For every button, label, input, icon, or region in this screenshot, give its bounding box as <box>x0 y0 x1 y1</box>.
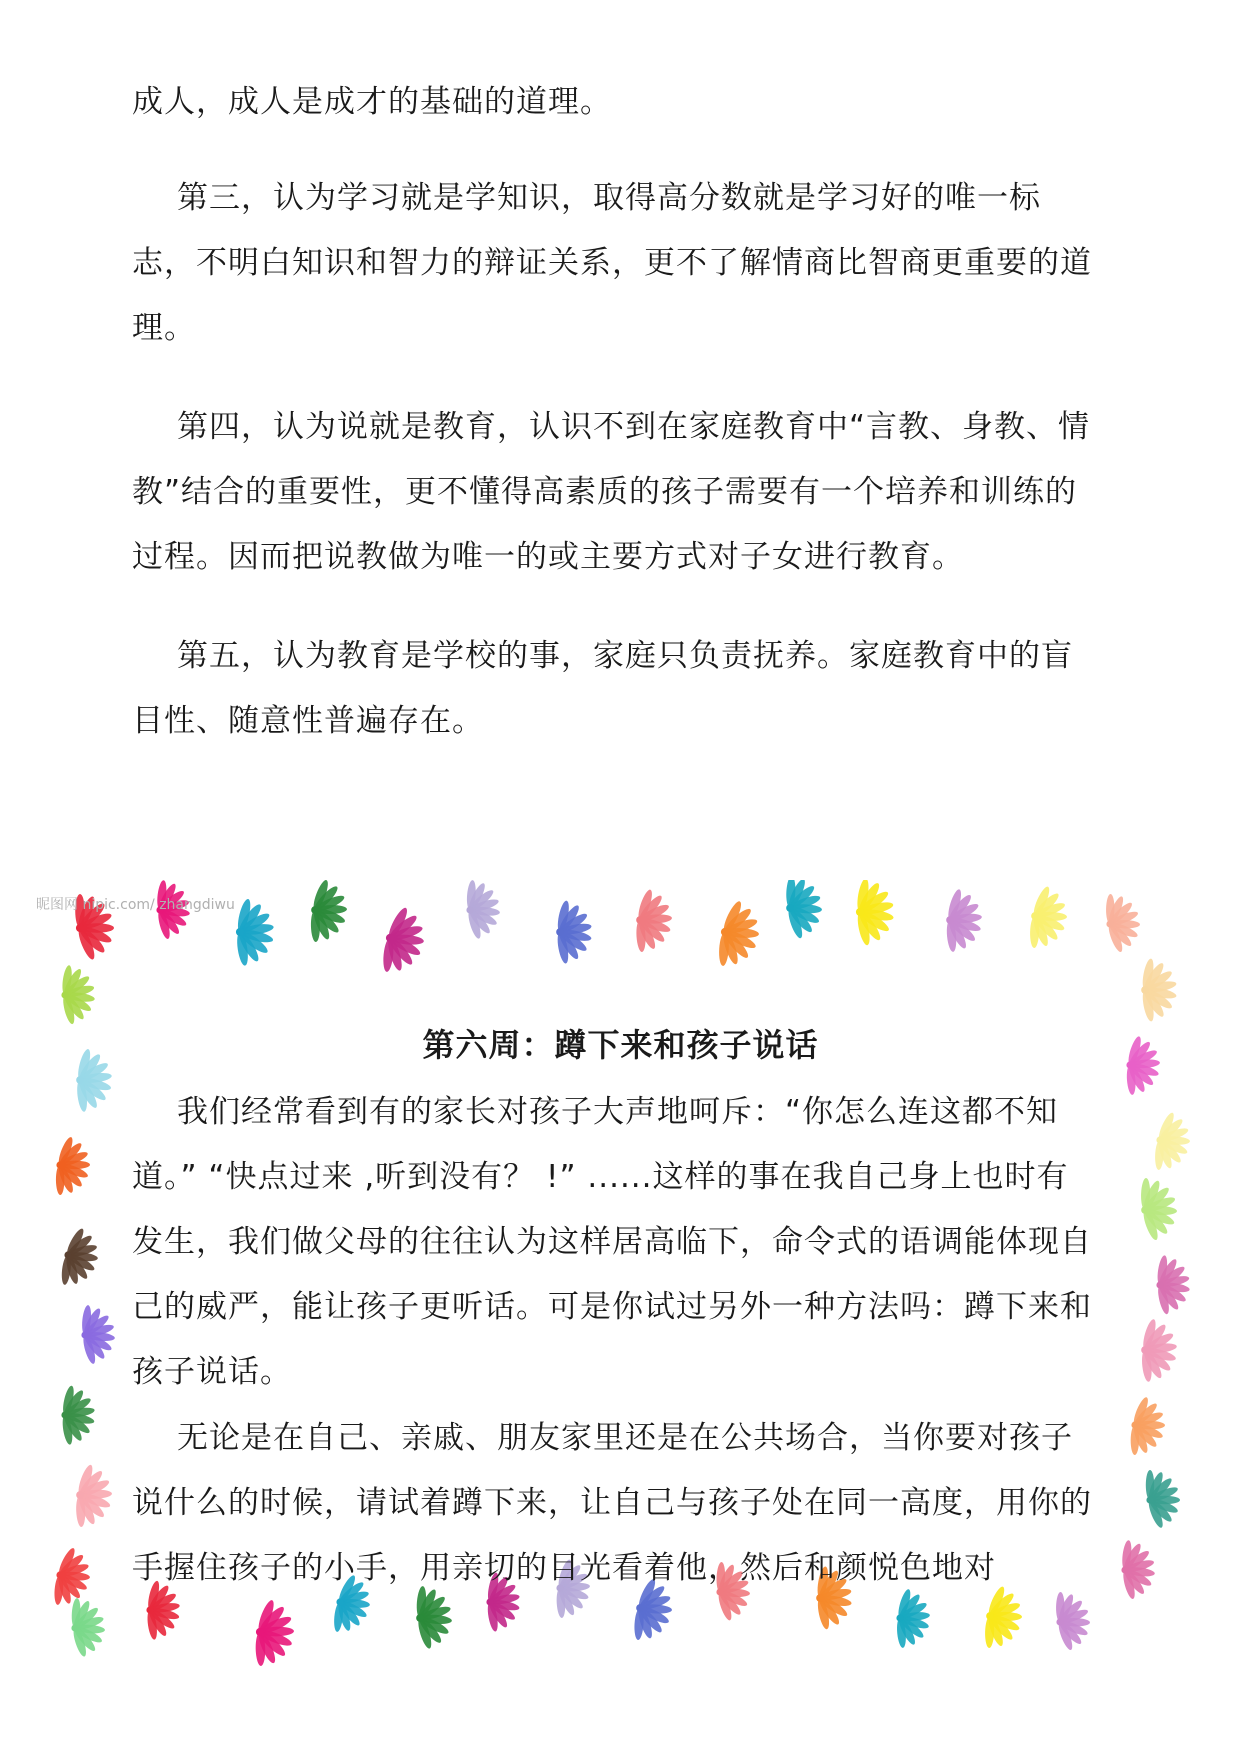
flower-icon <box>556 900 593 965</box>
flower-icon <box>1154 1111 1190 1170</box>
section-paragraph-2 <box>132 1406 1092 1601</box>
paragraph-fourth-point <box>132 395 1092 590</box>
flower-icon <box>1121 1540 1155 1600</box>
paragraph-text: 第三，认为学习就是学知识，取得高分数就是学习好的唯一标志，不明白知识和智力的辩证关系，更不了解情商比智商更重要的道理。 <box>132 180 1092 346</box>
paragraph-text: 第五，认为教育是学校的事，家庭只负责抚养。家庭教育中的盲目性、随意性普遍存在。 <box>132 638 1073 739</box>
flower-icon <box>61 965 95 1025</box>
flower-icon <box>1106 894 1140 954</box>
flower-icon <box>1141 1178 1178 1242</box>
flower-icon <box>946 888 983 952</box>
paragraph-fifth-point <box>132 624 1092 754</box>
flower-icon <box>1131 1396 1165 1455</box>
flower-icon <box>786 880 823 940</box>
section-title: 第六周：蹲下来和孩子说话 <box>422 1026 819 1064</box>
flower-icon <box>60 1227 98 1286</box>
flower-icon <box>718 899 759 966</box>
flower-icon <box>76 1463 113 1527</box>
flower-icon <box>1156 1255 1190 1315</box>
flower-icon <box>1141 958 1178 1023</box>
section-paragraph-1 <box>132 1080 1092 1405</box>
flower-icon <box>855 880 894 946</box>
flower-icon <box>1146 1470 1180 1529</box>
flower-icon <box>71 1598 105 1658</box>
flower-icon <box>382 906 424 973</box>
flower-icon <box>311 880 348 942</box>
flower-icon <box>56 1136 90 1195</box>
paragraph-continued <box>132 70 1092 135</box>
flower-icon <box>81 1305 115 1365</box>
image-watermark: 昵图网 nipic.com/ zhangdiwu <box>36 897 235 913</box>
paragraph-text: 成人，成人是成才的基础的道理。 <box>132 84 612 120</box>
flower-icon <box>61 1385 95 1445</box>
flower-icon <box>636 888 673 952</box>
paragraph-text: 无论是在自己、亲戚、朋友家里还是在公共场合，当你要对孩子说什么的时候，请试着蹲下来，让自己与孩子处在同一高度，用你的手握住孩子的小手，用亲切的目光看着他，然后和颜悦色地对 <box>132 1420 1092 1586</box>
flower-icon <box>1141 1318 1178 1382</box>
paragraph-text: 我们经常看到有的家长对孩子大声地呵斥：“你怎么连这都不知道。” “快点过来 ,听到没有？ !” ......这样的事在我自己身上也时有发生，我们做父母的往往认为这样居高临下，命令式的语调能体现自己的威严，能让孩子更听话。可是你试过另外一种方法吗：蹲下来和孩子说话。 <box>132 1094 1092 1390</box>
flower-icon <box>53 1546 90 1605</box>
paragraph-text: 第四，认为说就是教育，认识不到在家庭教育中“言教、身教、情教”结合的重要性，更不懂得高素质的孩子需要有一个培养和训练的过程。因而把说教做为唯一的或主要方式对子女进行教育。 <box>132 409 1091 575</box>
flower-icon <box>466 880 500 940</box>
flower-icon <box>235 898 274 966</box>
paragraph-third-point <box>132 166 1092 361</box>
flower-icon <box>255 1599 294 1667</box>
flower-icon <box>1030 885 1067 948</box>
